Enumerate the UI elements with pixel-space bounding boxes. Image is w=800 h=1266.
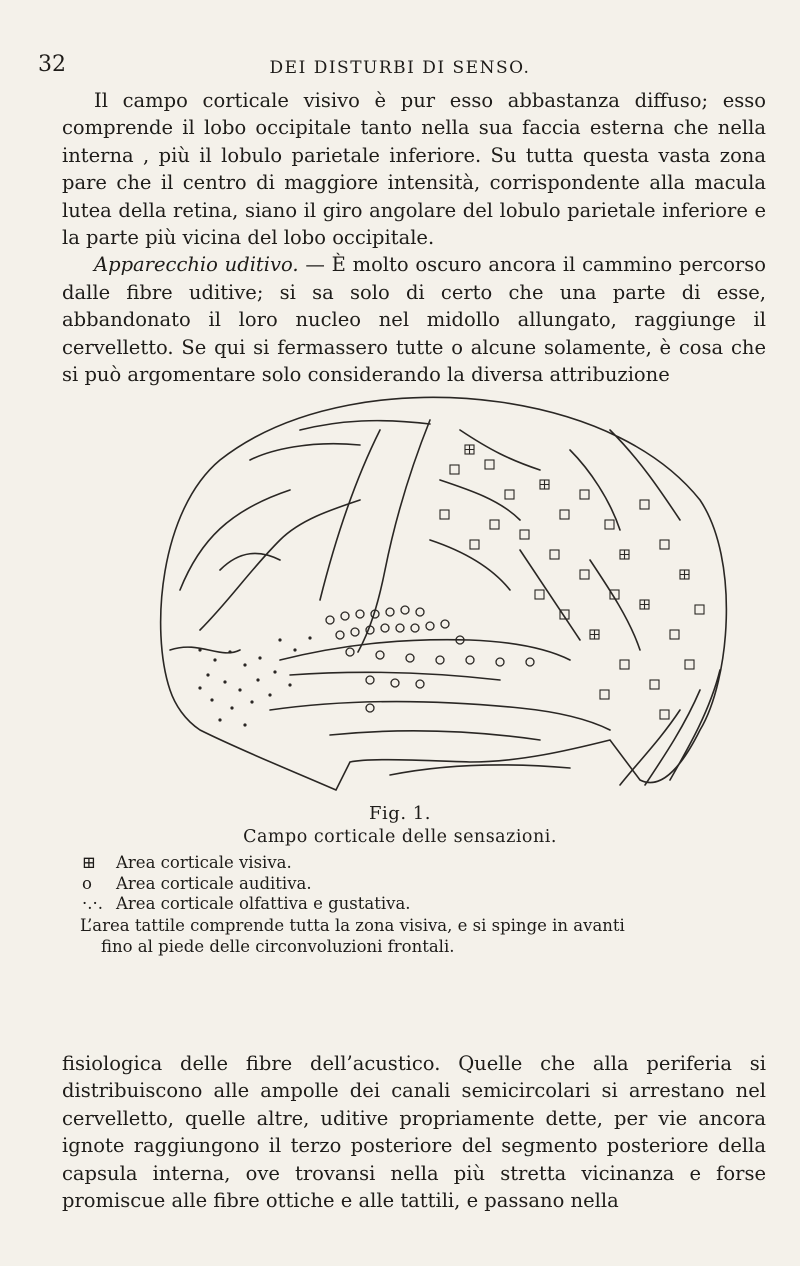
olfactory-area-symbol-icon: ·.·. — [82, 894, 103, 913]
section-heading-apparecchio-uditivo: Apparecchio uditivo. — [94, 253, 299, 277]
body-text-top — [62, 87, 766, 388]
figure-caption-title: Campo corticale delle sensazioni. — [243, 827, 557, 847]
paragraph-acoustic-fibres: fisiologica delle fibre dell’acustico. Quelle che alla periferia si distribuiscono alle ampolle dei canali semicircolari si arrestano nel cervelletto, quelle altre, uditive propriamente dette, per vie ancora ignote raggiungono il terzo posteriore del segmento posteriore della capsula interna, ove trovansi nella più stretta vicinanza e forse promiscue alle fibre ottiche e alle tattili, e passano nella — [62, 1052, 766, 1213]
legend-item-visual — [80, 853, 770, 874]
figure-legend — [80, 853, 770, 958]
legend-text-olfactory: Area corticale olfattiva e gustativa. — [116, 894, 411, 913]
paragraph-auditory-text: — È molto oscuro ancora il cammino percorso dalle fibre uditive; si sa solo di certo che una parte di esse, abbandonato il loro nucleo nel midollo allungato, raggiunge il cervelletto. Se qui si fermassero tutte o alcune solamente, è cosa che si può argomentare solo considerando la diversa attribuzione — [62, 253, 767, 387]
figure-label: Fig. 1. — [369, 803, 431, 824]
running-head: DEI DISTURBI DI SENSO. — [269, 58, 531, 78]
legend-text-auditory: Area corticale auditiva. — [116, 873, 312, 893]
body-text-bottom — [62, 1050, 766, 1214]
paragraph-visual-field: Il campo corticale visivo è pur esso abbastanza diffuso; esso comprende il lobo occipitale tanto nella sua faccia esterna che nella interna , più il lobulo parietale inferiore. Su tutta questa vasta zona pare che il centro di maggiore intensità, corrispondente alla macula lutea della retina, siano il giro angolare del lobulo parietale inferiore e la parte più vicina del lobo occipitale. — [62, 89, 766, 250]
legend-item-auditory — [80, 874, 770, 895]
brain-illustration — [140, 390, 740, 800]
paragraph-auditory — [62, 251, 766, 388]
auditory-area-symbol-icon: o — [82, 873, 92, 893]
legend-item-olfactory — [80, 894, 770, 915]
brain-cortex-figure — [140, 390, 740, 800]
legend-note-line1: L’area tattile comprende tutta la zona visiva, e si spinge in avanti — [80, 915, 625, 935]
olfactory-area-marks — [198, 636, 311, 726]
page-number: 32 — [38, 52, 66, 77]
legend-text-visual: Area corticale visiva. — [116, 853, 292, 872]
visual-area-symbol-icon: ⊞ — [82, 853, 96, 872]
auditory-area-marks — [326, 606, 534, 712]
legend-note-line2: fino al piede delle circonvoluzioni frontali. — [101, 937, 455, 956]
